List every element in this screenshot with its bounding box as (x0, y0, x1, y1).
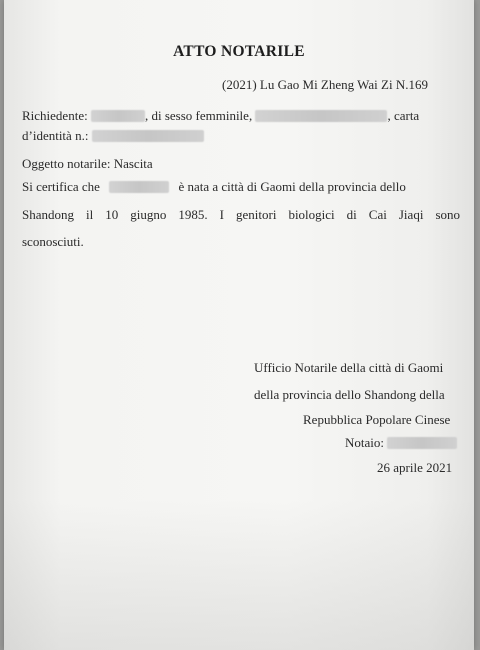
signature-office-line-1: Ufficio Notarile della città di Gaomi (254, 360, 444, 375)
applicant-label: Richiedente: (22, 108, 88, 123)
redacted-person-name (109, 181, 169, 193)
subject-line (22, 155, 153, 173)
applicant-sex-text: , di sesso femminile, (144, 108, 253, 123)
document-page (4, 0, 474, 650)
certification-end: è nata a città di Gaomi della provincia dello (178, 179, 406, 194)
certification-line-1 (22, 178, 406, 196)
redacted-id-number (92, 130, 204, 142)
document-number: (2021) Lu Gao Mi Zheng Wai Zi N.169 (222, 77, 428, 92)
certification-line-3: sconosciuti. (22, 234, 84, 249)
document-date: 26 aprile 2021 (377, 460, 453, 475)
subject-value: Nascita (113, 156, 153, 171)
redacted-applicant-name (91, 110, 145, 122)
applicant-id-suffix: , carta (387, 108, 420, 123)
redacted-notary-name (387, 437, 457, 449)
signature-office-line-3: Repubblica Popolare Cinese (303, 412, 451, 427)
certification-line-2: Shandong il 10 giugno 1985. I genitori biologici di Cai Jiaqi sono (22, 207, 460, 222)
document-title: ATTO NOTARILE (173, 43, 305, 60)
id-number-line (22, 127, 204, 145)
certification-start: Si certifica che (22, 179, 100, 194)
notary-label: Notaio: (345, 435, 384, 450)
notary-line (345, 434, 457, 452)
id-number-label: d’identità n.: (22, 128, 89, 143)
redacted-id-type (255, 110, 387, 122)
paper-shadow (4, 500, 474, 650)
applicant-line (22, 107, 419, 125)
signature-office-line-2: della provincia dello Shandong della (254, 387, 445, 402)
subject-label: Oggetto notarile: (22, 156, 111, 171)
